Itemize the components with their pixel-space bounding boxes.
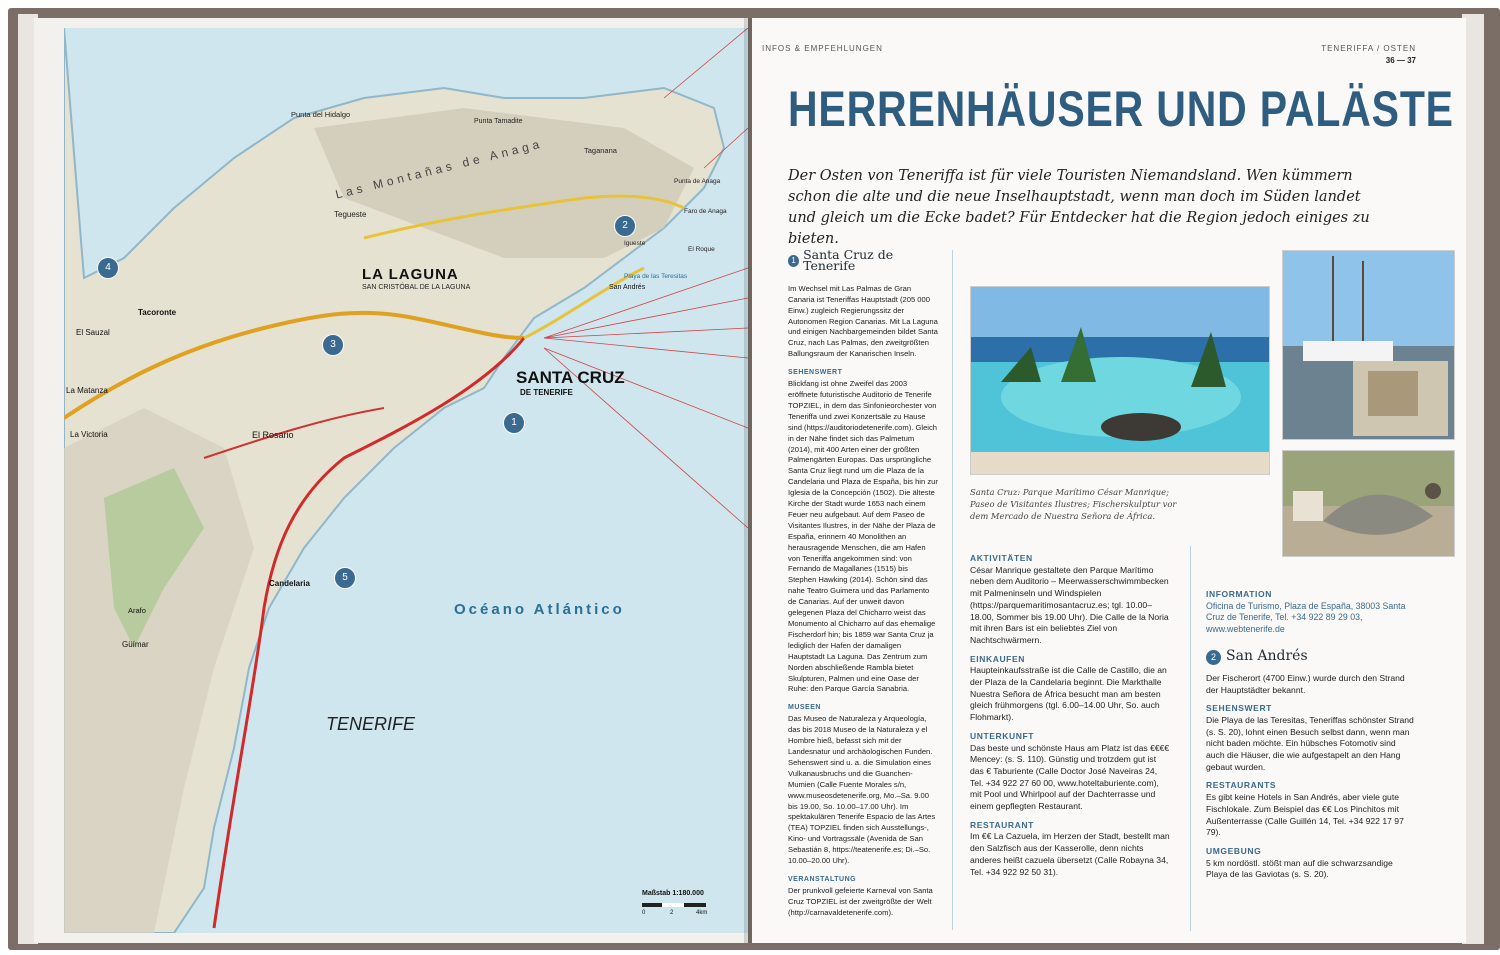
map-label-el-rosario: El Rosario <box>252 430 294 440</box>
map-label-punta-hidalgo: Punta del Hidalgo <box>291 110 351 119</box>
map-label-guimar: Güímar <box>122 640 149 649</box>
map-label-punta-tamadite: Punta Tamadite <box>474 118 523 125</box>
map <box>64 28 748 933</box>
information-text[interactable]: Oficina de Turismo, Plaza de España, 38003 Santa Cruz de Tenerife, Tel. +34 922 89 29 03, www.webtenerife.de <box>1206 600 1406 635</box>
scale-tick-0: 0 <box>642 910 646 916</box>
map-label-la-laguna-sub: SAN CRISTÓBAL DE LA LAGUNA <box>362 284 471 291</box>
running-header-left: INFOS & EMPFEHLUNGEN <box>762 44 883 53</box>
santa-cruz-museen-text: Das Museo de Naturaleza y Arqueología, das bis 2018 Museo de la Naturaleza y el Hombre hieß, befasst sich mit der Landesnatur und archäologischen Funden. Sehenswert sind u. a. die Simulation eines Vulkanausbruchs und die Guanchen-Mumien (Calle Fuente Morales s/n, www.museosdetenerife.org, Mo.–Sa. 9.00 bis 19.00, So. 10.00–17.00 Uhr). Im spektakulären Tenerife Espacio de las Artes (TEA) TOPZIEL finden sich Ausstellungs-, Kino- und Vortragssäle (Avenida de San Sebastián 8, https://teatenerife.es; Di.–So. 10.00–20.00 Uhr). <box>788 714 936 866</box>
san-andres-sehenswert-label: SEHENSWERT <box>1206 703 1272 714</box>
column-santa-cruz <box>788 247 938 919</box>
map-label-punta-anaga: Punta de Anaga <box>674 178 721 185</box>
page-numbers: 36 — 37 <box>1385 56 1416 65</box>
map-page <box>34 18 748 943</box>
san-andres-intro: Der Fischerort (4700 Einw.) wurde durch den Strand der Hauptstädter bekannt. <box>1206 672 1405 695</box>
einkaufen-text: Haupteinkaufsstraße ist die Calle de Castillo, die an der Plaza de la Candelaria beginnt. Die Markthalle Nuestra Señora de África besucht man am besten gleich frühmorgens (tgl. 6.00–14.00 Uhr, So. auch Flohmarkt). <box>970 665 1167 723</box>
column-san-andres <box>1206 582 1416 881</box>
map-marker-3[interactable]: 3 <box>322 334 344 356</box>
santa-cruz-sehenswert-label: SEHENSWERT <box>788 369 843 377</box>
aktivitaeten-text: César Manrique gestaltete den Parque Marítimo neben dem Auditorio – Meerwasserschwimmbecken mit Palmeninseln und Windspielen (https://parquemaritimosantacruz.es; tgl. 10.00–18.00, Sommer bis 19.00 Uhr). Die Calle de la Noria mit ihren Bars ist ein beliebtes Ziel von Nachtschwärmern. <box>970 564 1169 645</box>
san-andres-heading <box>1206 650 1416 665</box>
scale-tick-4: 4km <box>696 910 708 916</box>
map-label-arafo: Arafo <box>128 606 146 615</box>
aktivitaeten-label: AKTIVITÄTEN <box>970 553 1033 563</box>
santa-cruz-sehenswert-text: Blickfang ist ohne Zweifel das 2003 eröffnete futuristische Auditorio de Tenerife TOPZIEL, in dem das Sinfonieorchester von Teneriffa und zwei Konzertsäle zu Hause sind (https://auditoriodetenerife.com). Gleich in der Nähe findet sich das Palmetum (2014), mit 400 Arten einer der größten Palmengärten Europas. Das ursprüngliche Santa Cruz liegt rund um die Plaza de la Candelaria und Plaza de España, bis hin zur Iglesia de la Concepción (1502). Die älteste Kirche der Stadt wurde 1653 nach einem Feuer neu aufgebaut. Auf dem Paseo de Visitantes Ilustres, in der Nähe der Plaza de España, erinnern 40 Monolithen an herausragende Menschen, die am Hafen von Teneriffa angekommen sind: von Fernando de Magallanes (1515) bis Stephen Hawking (2014). Schön sind das nahe Teatro Guimera und das Parlamento de Canarias. Auf der unweit davon gelegenen Plaza del Chicharro weist das Monumento al Chicharro auf das ehemalige Fischerdorf hin; bis 1859 war Santa Cruz ja lediglich der Hafen der damaligen Hauptstadt La Laguna. Das Zentrum zum Norden abschließende Rambla bietet Skulpturen, Palmen und eine Oase der Ruhe: den Parque García Sanabria. <box>788 379 938 694</box>
column-activities <box>970 546 1170 878</box>
san-andres-umgebung-label: UMGEBUNG <box>1206 845 1262 856</box>
map-label-tegueste: Tegueste <box>334 210 367 219</box>
unterkunft-text: Das beste und schönste Haus am Platz ist das €€€€ Mencey: (s. S. 110). Günstig und trotzdem gut ist das € Taburiente (Calle Doctor José Naveiras 24, Tel. +34 922 27 60 00, www.hoteltaburiente.com), mit Pool und Whirlpool auf der Dachterrasse und einem gepflegten Restaurant. <box>970 742 1170 812</box>
column-divider-2 <box>1190 546 1191 931</box>
map-label-faro: Faro de Anaga <box>684 208 727 215</box>
map-marker-5[interactable]: 5 <box>334 567 356 589</box>
scale-tick-2: 2 <box>670 910 674 916</box>
san-andres-umgebung-text: 5 km nordöstl. stößt man auf die schwarzsandige Playa de las Gaviotas (s. S. 20). <box>1206 857 1393 880</box>
scale-label: Maßstab 1:180.000 <box>642 890 704 897</box>
map-label-san-andres: San Andrés <box>609 284 646 291</box>
map-marker-4[interactable]: 4 <box>97 257 119 279</box>
restaurant-text: Im €€ La Cazuela, im Herzen der Stadt, bestellt man den Salzfisch aus der Kasserolle, denn nichts anderes heißt cazuela übersetzt (Calle Robayna 34, Tel. +34 922 92 50 31). <box>970 831 1170 877</box>
map-label-el-sauzal: El Sauzal <box>76 328 110 337</box>
map-label-teresitas: Playa de las Teresitas <box>624 273 688 280</box>
information-label: INFORMATION <box>1206 589 1272 599</box>
santa-cruz-heading <box>788 247 938 273</box>
text-page <box>752 18 1466 943</box>
map-marker-2[interactable]: 2 <box>614 215 636 237</box>
map-label-santa-cruz: SANTA CRUZ <box>516 368 625 387</box>
map-label-tacoronte: Tacoronte <box>138 308 177 317</box>
san-andres-number-badge: 2 <box>1206 650 1221 665</box>
column-divider <box>952 250 953 930</box>
san-andres-title: San Andrés <box>1226 648 1308 665</box>
santa-cruz-number-badge: 1 <box>788 255 799 267</box>
restaurant-label: RESTAURANT <box>970 819 1034 830</box>
map-label-la-laguna: LA LAGUNA <box>362 266 459 283</box>
san-andres-restaurants-label: RESTAURANTS <box>1206 780 1277 791</box>
page-title: HERRENHÄUSER UND PALÄSTE <box>788 81 1454 137</box>
map-label-taganana: Taganana <box>584 146 617 155</box>
photo-parque-maritimo <box>970 286 1270 475</box>
map-label-candelaria: Candelaria <box>269 579 310 588</box>
photo-caption: Santa Cruz: Parque Marítimo César Manrique; Paseo de Visitantes Ilustres; Fischerskulptur vor dem Mercado de Nuestra Señora de África. <box>970 487 1177 521</box>
running-header-right: TENERIFFA / OSTEN <box>1321 44 1416 53</box>
map-label-ocean: Océano Atlántico <box>454 601 625 618</box>
map-marker-1[interactable]: 1 <box>503 412 525 434</box>
map-label-el-roque: El Roque <box>688 246 715 253</box>
map-label-island: TENERIFE <box>326 714 416 734</box>
santa-cruz-veranstaltung-text: Der prunkvoll gefeierte Karneval von Santa Cruz TOPZIEL ist der zweitgrößte der Welt (http://carnavaldetenerife.com). <box>788 885 933 917</box>
map-label-la-matanza: La Matanza <box>66 386 108 395</box>
map-label-mountains: Las Montañas de Anaga <box>334 136 545 202</box>
einkaufen-label: EINKAUFEN <box>970 653 1025 664</box>
map-label-igueste: Igueste <box>624 240 646 247</box>
santa-cruz-veranstaltung-label: VERANSTALTUNG <box>788 875 857 883</box>
santa-cruz-museen-label: MUSEEN <box>788 704 821 712</box>
intro-text: Der Osten von Teneriffa ist für viele Touristen Niemandsland. Wen kümmern schon die alte und die neue Inselhauptstadt, wenn man doch im Süden landet und gleich um die Ecke badet? Für Entdecker hat die Region jedoch einiges zu bieten. <box>788 168 1370 247</box>
san-andres-restaurants-text: Es gibt keine Hotels in San Andrés, aber viele gute Fischlokale. Zum Beispiel das €€ Los Pinchitos mit Außenterrasse (Calle Guillén 14, Tel. +34 922 17 97 79). <box>1206 792 1404 838</box>
unterkunft-label: UNTERKUNFT <box>970 730 1035 741</box>
photo-fischerskulptur <box>1282 450 1455 557</box>
map-label-santa-cruz-sub: DE TENERIFE <box>520 388 573 397</box>
san-andres-sehenswert-text: Die Playa de las Teresitas, Teneriffas schönster Strand (s. S. 20), lohnt einen Besuch selbst dann, wenn man nicht baden möchte. Ein hübsches Fotomotiv sind auch die Häuser, die wie aufgestapelt an den Hang gebaut wurden. <box>1206 714 1414 772</box>
santa-cruz-intro: Im Wechsel mit Las Palmas de Gran Canaria ist Teneriffas Hauptstadt (205 000 Einw.) zugleich Regierungssitz der Autonomen Region Canarias. Mit La Laguna und einigen Nachbargemeinden bildet Santa Cruz, nach Las Palmas, den zweitgrößten Ballungsraum der Kanarischen Inseln. <box>788 283 938 359</box>
santa-cruz-title: Santa Cruz de Tenerife <box>803 247 894 273</box>
map-graphic <box>64 28 748 933</box>
photo-paseo-visitantes <box>1282 250 1455 440</box>
map-label-la-victoria: La Victoria <box>70 430 108 439</box>
